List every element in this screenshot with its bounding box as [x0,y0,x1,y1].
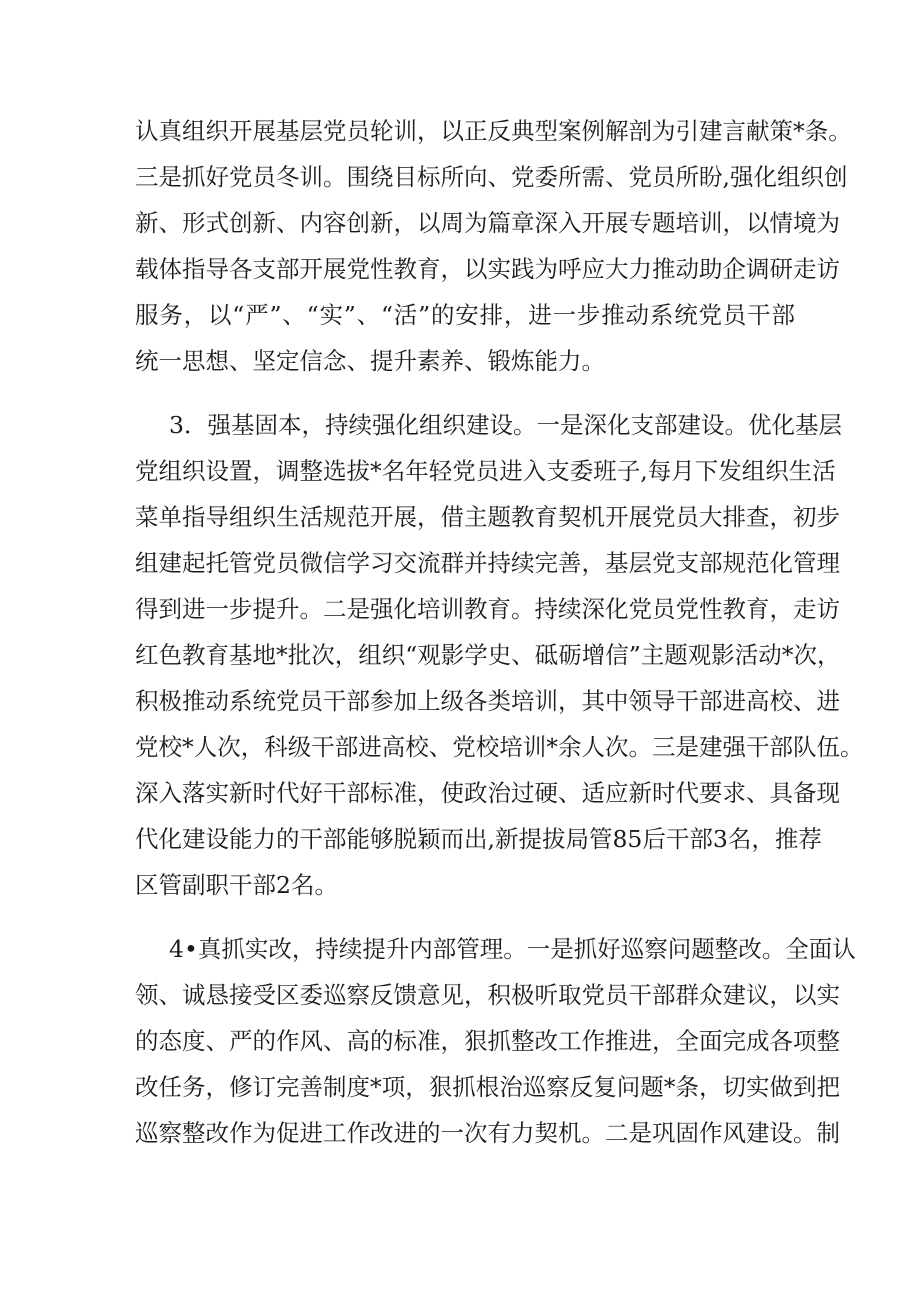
text-line: 党组织设置，调整选拔*名年轻党员进入支委班子,每月下发组织生活 [135,457,836,485]
section-heading-line: 3．强基固本，持续强化组织建设。一是深化支部建设。优化基层 [169,411,842,439]
text-line: 领、诚恳接受区委巡察反馈意见，积极听取党员干部群众建议，以实 [135,981,840,1009]
text-line: 改任务，修订完善制度*项，狠抓根治巡察反复问题*条，切实做到把 [135,1073,840,1101]
text-line: 菜单指导组织生活规范开展，借主题教育契机开展党员大排查，初步 [135,503,840,531]
text-line: 统一思想、坚定信念、提升素养、锻炼能力。 [135,347,605,375]
text-line: 巡察整改作为促进工作改进的一次有力契机。二是巩固作风建设。制 [135,1119,840,1147]
text-line: 三是抓好党员冬训。围绕目标所向、党委所需、党员所盼,强化组织创 [135,163,848,191]
paragraph-3 [135,926,856,1156]
text-line: 载体指导各支部开展党性教育，以实践为呼应大力推动助企调研走访 [135,255,840,283]
text-line: 服务，以“严”、“实”、“活”的安排，进一步推动系统党员干部 [135,301,795,329]
text-line: 组建起托管党员微信学习交流群并持续完善，基层党支部规范化管理 [135,549,840,577]
text-line: 区管副职干部2名。 [135,871,338,899]
text-line: 得到进一步提升。二是强化培训教育。持续深化党员党性教育，走访 [135,595,840,623]
text-line: 代化建设能力的干部能够脱颖而出,新提拔局管85后干部3名，推荐 [135,825,822,853]
document-body [135,108,864,1174]
text-line: 党校*人次，科级干部进高校、党校培训*余人次。三是建强干部队伍。 [135,733,864,761]
text-line: 认真组织开展基层党员轮训，以正反典型案例解剖为引建言献策*条。 [135,117,852,145]
text-line: 新、形式创新、内容创新，以周为篇章深入开展专题培训，以情境为 [135,209,840,237]
paragraph-1 [135,108,852,384]
section-heading-line: 4•真抓实改，持续提升内部管理。一是抓好巡察问题整改。全面认 [169,935,856,963]
text-line: 深入落实新时代好干部标准，使政治过硬、适应新时代要求、具备现 [135,779,840,807]
text-line: 积极推动系统党员干部参加上级各类培训，其中领导干部进高校、进 [135,687,840,715]
text-line: 的态度、严的作风、高的标准，狠抓整改工作推进，全面完成各项整 [135,1027,840,1055]
paragraph-2 [135,402,864,908]
text-line: 红色教育基地*批次，组织“观影学史、砥砺增信”主题观影活动*次， [135,641,841,669]
